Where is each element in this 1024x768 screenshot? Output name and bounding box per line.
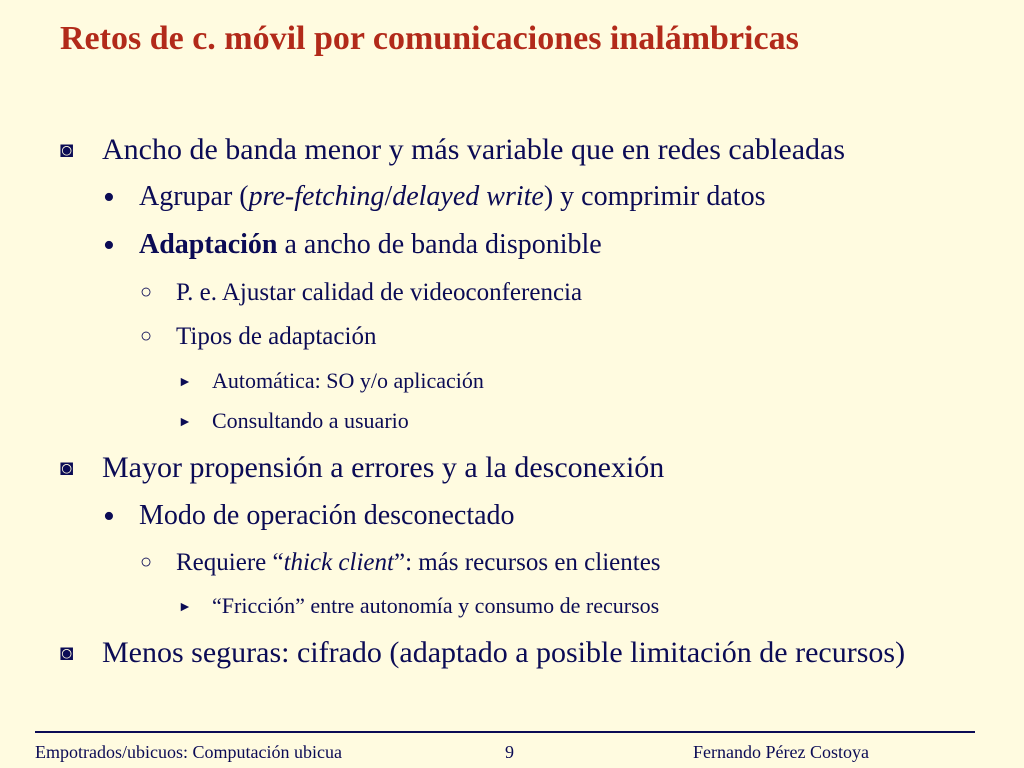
slide-title: Retos de c. móvil por comunicaciones inalámbricas (60, 20, 799, 57)
bullet-disconnection (60, 451, 664, 485)
bullet-adaptation-types (140, 323, 376, 351)
dot-bullet-icon: • (103, 227, 115, 264)
footer-author: Fernando Pérez Costoya (693, 742, 869, 762)
bullet-thick-client (140, 549, 661, 577)
circle-bullet-icon: ○ (140, 281, 153, 303)
bullet-text: Menos seguras: cifrado (adaptado a posible limitación de recursos) (102, 636, 906, 669)
bullet-text: Ancho de banda menor y más variable que en redes cableadas (102, 133, 846, 166)
bullet-videoconference (140, 279, 582, 307)
bullet-text: Requiere “ (176, 549, 284, 576)
dot-bullet-icon: • (103, 498, 115, 535)
square-bullet-icon: ◙ (60, 640, 74, 665)
bullet-group-compress (103, 179, 766, 216)
square-bullet-icon: ◙ (60, 137, 74, 162)
footer-course: Empotrados/ubicuos: Computación ubicua (35, 742, 342, 762)
bullet-text: Modo de operación desconectado (139, 500, 515, 531)
bullet-text: “Fricción” entre autonomía y consumo de recursos (212, 593, 660, 618)
bullet-bold-text: Adaptación (139, 229, 278, 260)
circle-bullet-icon: ○ (140, 325, 153, 347)
dot-bullet-icon: • (103, 179, 115, 216)
bullet-text: Automática: SO y/o aplicación (212, 368, 484, 393)
bullet-text: ”: más recursos en clientes (393, 549, 661, 576)
bullet-friction (178, 593, 659, 619)
triangle-bullet-icon: ► (178, 600, 192, 615)
bullet-disconnected-mode (103, 498, 515, 535)
bullet-text: Agrupar ( (139, 181, 249, 212)
square-bullet-icon: ◙ (60, 455, 74, 480)
footer-divider (35, 731, 975, 733)
triangle-bullet-icon: ► (178, 375, 192, 390)
bullet-text: ) y comprimir datos (543, 181, 766, 212)
bullet-text: Tipos de adaptación (176, 323, 377, 350)
bullet-automatic (178, 368, 484, 394)
bullet-italic-text: delayed write (392, 181, 544, 212)
bullet-user-consult (178, 408, 409, 434)
bullet-text: / (384, 181, 393, 212)
bullet-security (60, 636, 905, 670)
footer-page-number: 9 (505, 742, 514, 762)
bullet-italic-text: pre-fetching (248, 181, 385, 212)
bullet-italic-text: thick client (283, 549, 394, 576)
bullet-text: Mayor propensión a errores y a la desconexión (102, 451, 665, 484)
bullet-text: Consultando a usuario (212, 408, 409, 433)
bullet-text: P. e. Ajustar calidad de videoconferencia (176, 279, 583, 306)
triangle-bullet-icon: ► (178, 415, 192, 430)
bullet-adaptation (103, 227, 602, 264)
bullet-text: a ancho de banda disponible (277, 229, 602, 260)
circle-bullet-icon: ○ (140, 551, 153, 573)
bullet-bandwidth (60, 133, 845, 167)
